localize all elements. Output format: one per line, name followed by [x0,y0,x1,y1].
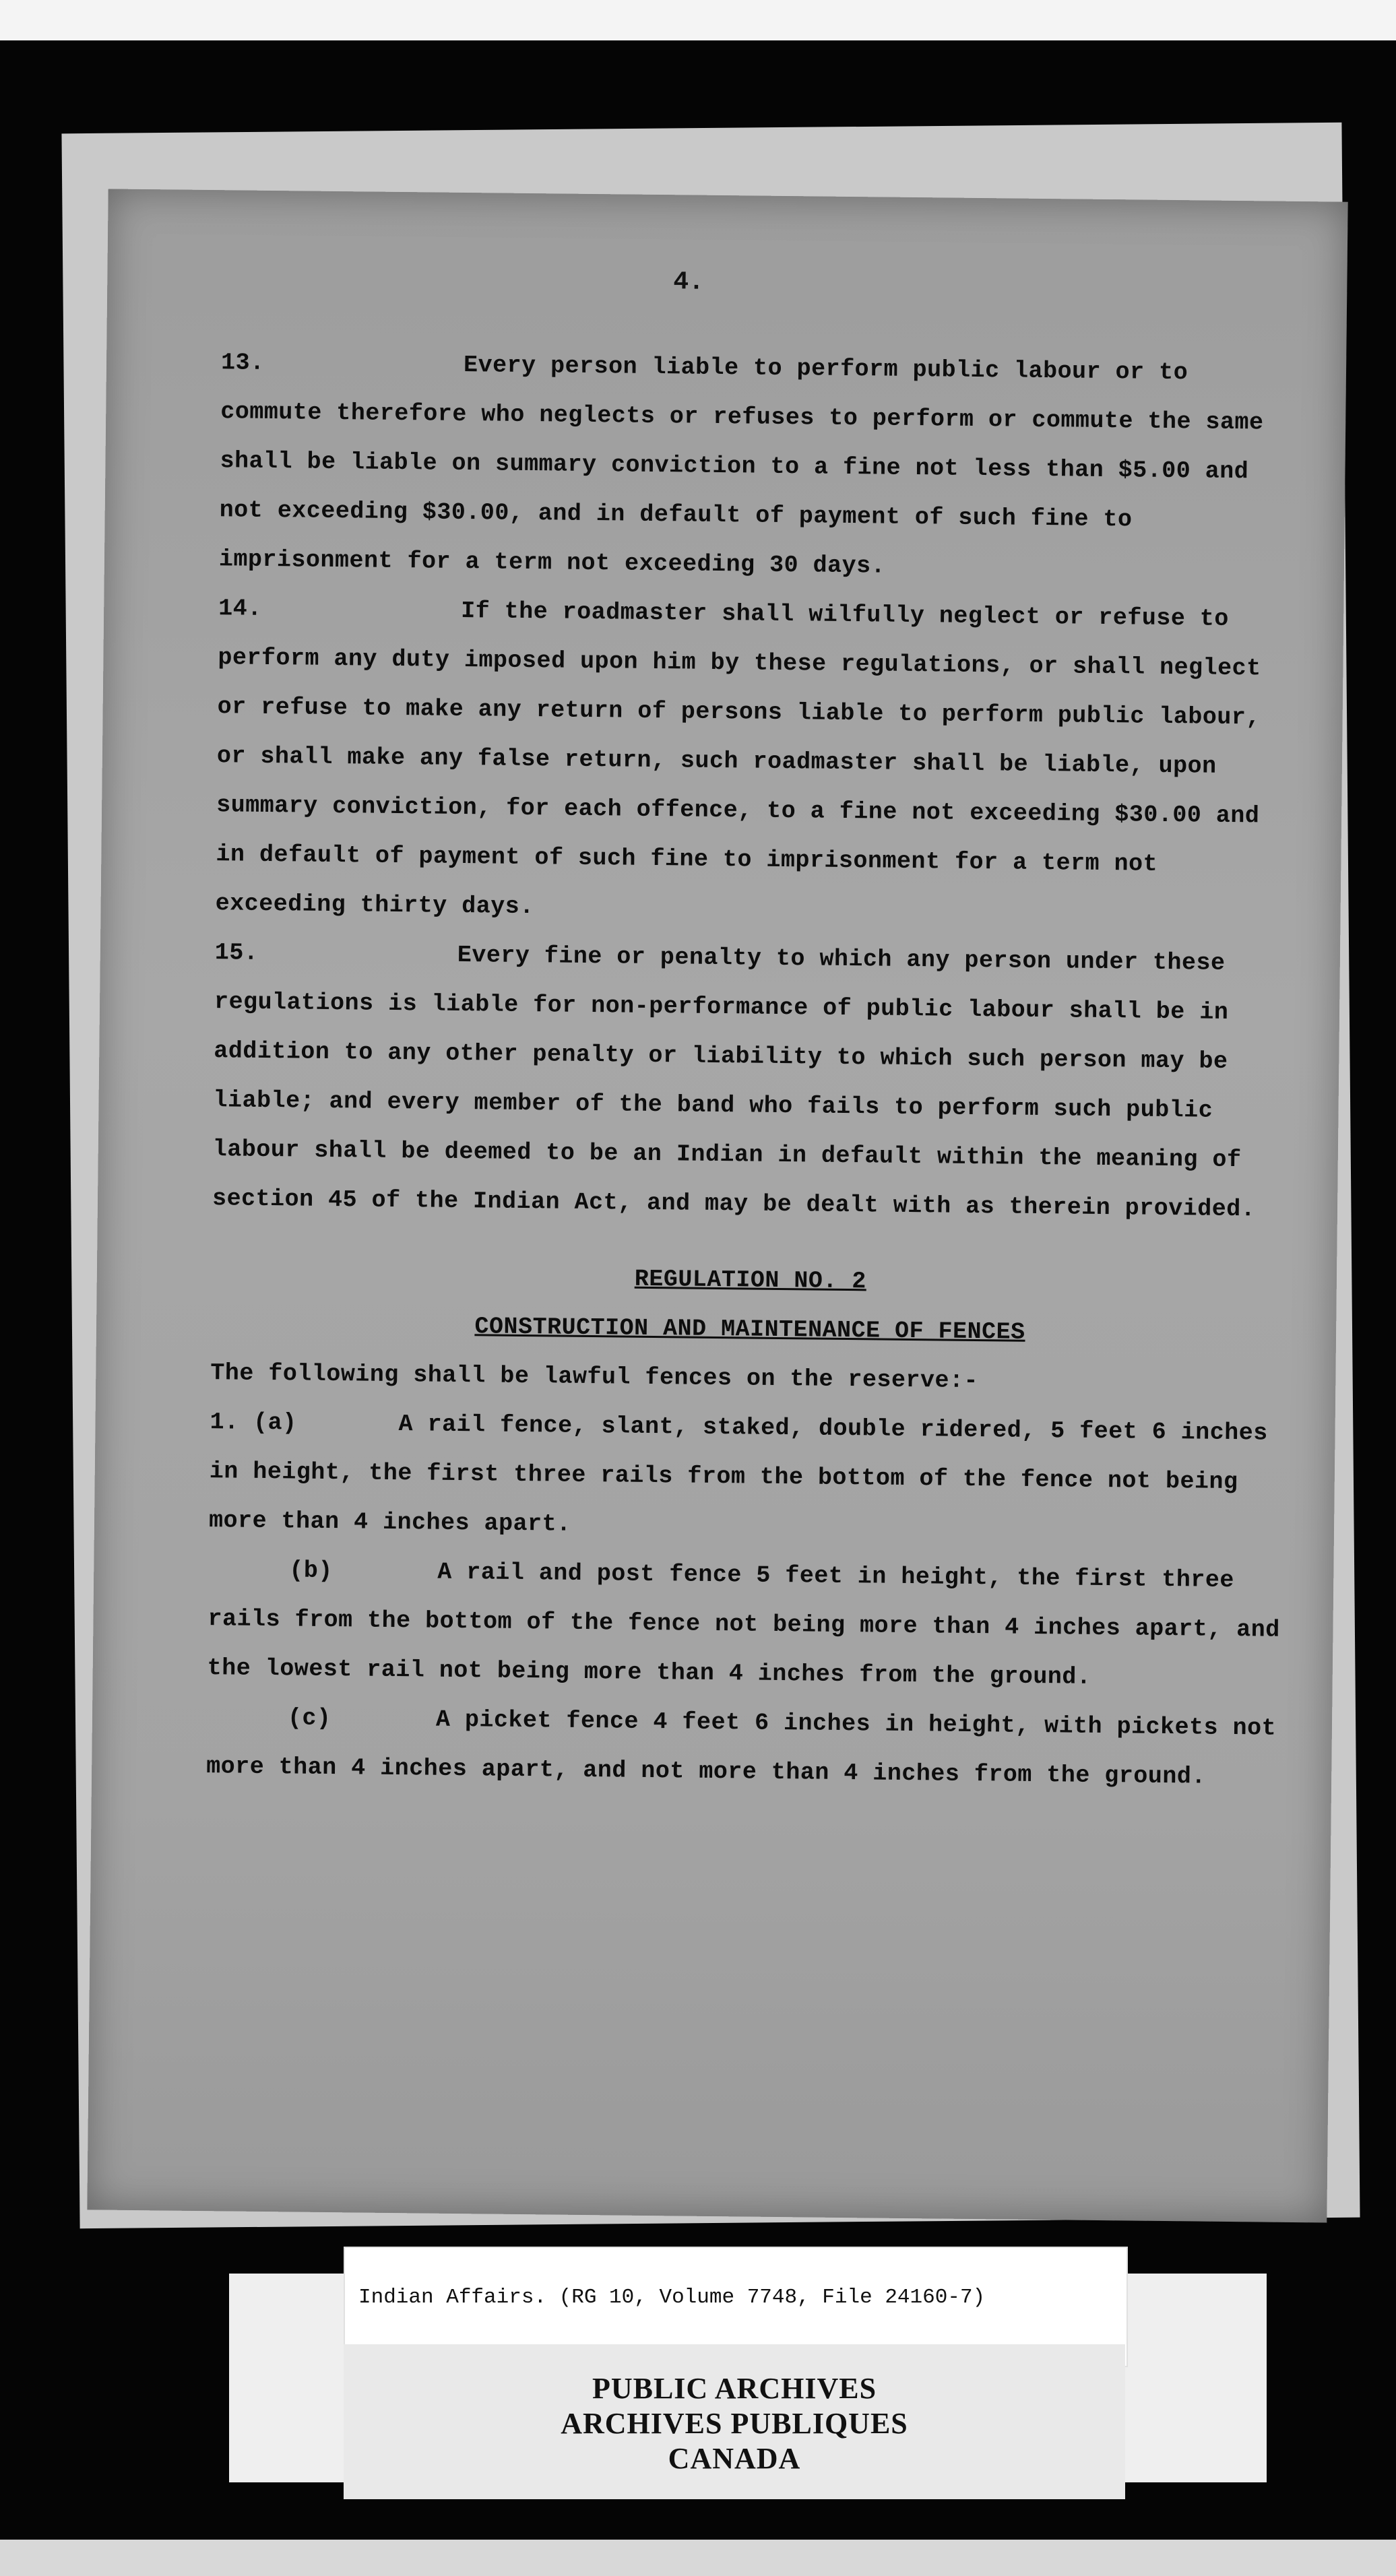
item-text: A rail and post fence 5 feet in height, the first three rails from the bottom of the fence not being more than 4 inches apart, and the lowest rail not being more than 4 inches from the ground. [207,1558,1280,1691]
paragraph-15 [212,928,1293,1235]
paragraph-14 [215,584,1296,940]
archive-reference: Indian Affairs. (RG 10, Volume 7748, File 24160-7) [358,2286,986,2309]
paragraph-number: 15. [214,939,259,967]
typed-document-page [87,189,1347,2222]
archive-country: CANADA [668,2442,801,2475]
scan-bottom-edge [0,2540,1396,2576]
item-label: (c) [287,1704,331,1733]
regulation-intro: The following shall be lawful fences on the reserve:- [210,1359,979,1395]
document-body [206,257,1300,1803]
archive-name-english: PUBLIC ARCHIVES [592,2372,877,2405]
regulation-subtitle: CONSTRUCTION AND MAINTENANCE OF FENCES [474,1313,1025,1346]
item-label: (b) [289,1557,334,1585]
item-text: A picket fence 4 feet 6 inches in height, with pickets not more than 4 inches apart, and not more than 4 inches from the ground. [206,1706,1277,1791]
paragraph-text: If the roadmaster shall wilfully neglect or refuse to perform any duty imposed upon him by these regulations, or shall neglect or refuse to make any return of persons liable to perform public labour, or shall make any false return, such roadmaster shall be liable, upon summary conviction, for each offence, to a fine not exceeding $30.00 and in default of payment of such fine to imprisonment for a term not exceeding thirty days. [215,597,1261,921]
item-text: A rail fence, slant, staked, double ridered, 5 feet 6 inches in height, the first three rails from the bottom of the fence not being more than 4 inches apart. [208,1411,1268,1538]
paragraph-number: 13. [220,349,265,377]
fence-item-b [207,1545,1286,1704]
scan-top-edge [0,0,1396,40]
item-label: 1. (a) [210,1409,297,1437]
archive-plate [344,2344,1125,2499]
page-number: 4. [673,267,705,297]
paragraph-number: 14. [218,595,262,622]
paragraph-13 [219,338,1300,595]
fence-item-a [209,1398,1288,1557]
fence-item-c [206,1693,1285,1803]
archive-name-french: ARCHIVES PUBLIQUES [561,2407,908,2440]
paragraph-text: Every fine or penalty to which any person under these regulations is liable for non-performance of public labour shall be in addition to any other penalty or liability to which such person may be liable; and every member of the band who fails to perform such public labour shall be deemed to be an Indian in default within the meaning of section 45 of the Indian Act, and may be dealt with as therein provided. [212,941,1256,1223]
regulation-title: REGULATION NO. 2 [634,1265,867,1295]
paragraph-text: Every person liable to perform public labour or to commute therefore who neglects or refuses to perform or commute the same shall be liable on summary conviction to a fine not less than $5.00 and not exceeding $30.00, and in default of payment of such fine to imprisonment for a term not exceeding 30 days. [218,351,1264,580]
